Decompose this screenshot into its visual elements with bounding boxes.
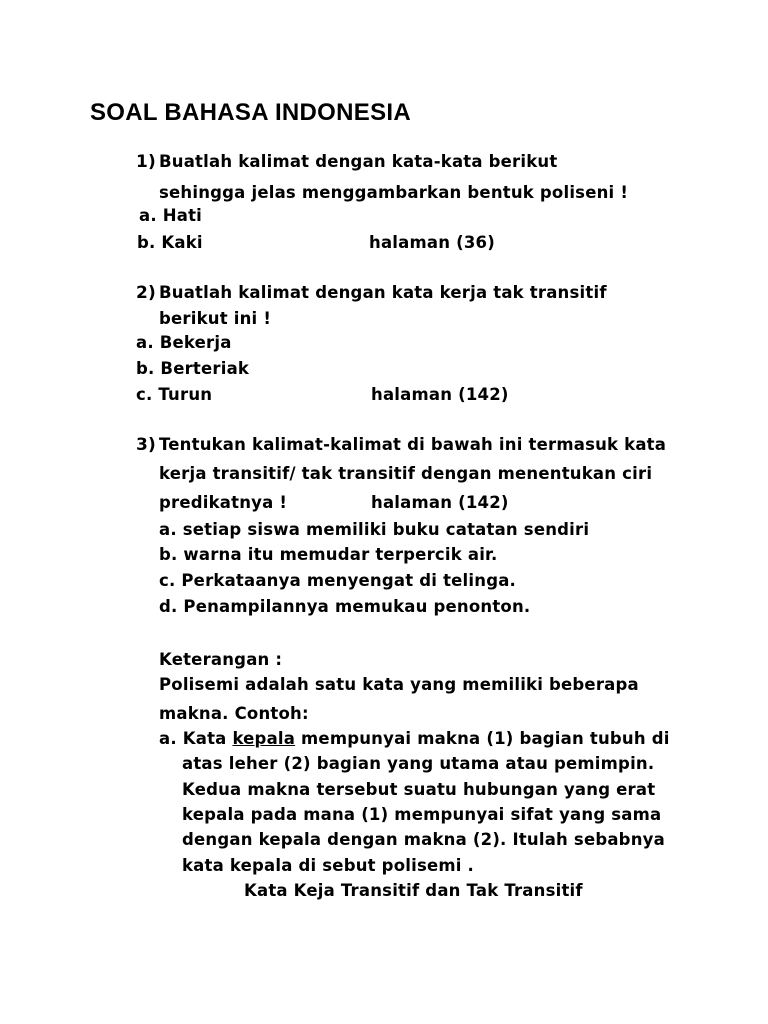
example-a-underlined-word: kepala [232, 729, 296, 748]
question-3-option-d: d. Penampilannya memukau penonton. [159, 597, 531, 616]
question-1-line-1: Buatlah kalimat dengan kata-kata berikut [159, 152, 558, 171]
keterangan-heading: Keterangan : [159, 650, 283, 669]
question-3-option-c: c. Perkataanya menyengat di telinga. [159, 571, 517, 590]
question-3-line-1: Tentukan kalimat-kalimat di bawah ini termasuk kata [159, 435, 667, 454]
question-2-option-b: b. Berteriak [136, 359, 250, 378]
question-2-line-2: berikut ini ! [159, 309, 272, 328]
question-2-line-1: Buatlah kalimat dengan kata kerja tak transitif [159, 283, 607, 302]
question-3-option-b: b. warna itu memudar terpercik air. [159, 545, 498, 564]
question-1-line-2: sehingga jelas menggambarkan bentuk poliseni ! [159, 183, 629, 202]
keterangan-line-7: dengan kepala dengan makna (2). Itulah sebabnya [182, 830, 665, 849]
keterangan-line-4: atas leher (2) bagian yang utama atau pemimpin. [182, 754, 655, 773]
keterangan-line-1: Polisemi adalah satu kata yang memiliki beberapa [159, 675, 639, 694]
keterangan-line-5: Kedua makna tersebut suatu hubungan yang erat [182, 780, 656, 799]
question-1-page-ref: halaman (36) [369, 233, 495, 252]
question-3-option-a: a. setiap siswa memiliki buku catatan sendiri [159, 520, 590, 539]
keterangan-example-a [159, 729, 670, 749]
question-3-number: 3) [136, 435, 156, 455]
keterangan-line-2: makna. Contoh: [159, 704, 309, 723]
question-1-option-a: a. Hati [139, 206, 203, 225]
question-3-page-ref: halaman (142) [371, 493, 509, 512]
question-2-page-ref: halaman (142) [371, 385, 509, 404]
question-1-option-b: b. Kaki [137, 233, 203, 252]
question-2-number: 2) [136, 283, 156, 303]
keterangan-line-6: kepala pada mana (1) mempunyai sifat yang sama [182, 805, 662, 824]
question-2-option-a: a. Bekerja [136, 333, 232, 352]
question-3-line-3: predikatnya ! [159, 493, 288, 512]
question-2-option-c: c. Turun [136, 385, 213, 404]
keterangan-line-8: kata kepala di sebut polisemi . [182, 856, 475, 875]
question-1-number: 1) [136, 152, 156, 172]
question-3-line-2: kerja transitif/ tak transitif dengan menentukan ciri [159, 464, 653, 483]
example-a-prefix: a. Kata [159, 729, 233, 748]
keterangan-footer: Kata Keja Transitif dan Tak Transitif [244, 881, 583, 900]
example-a-suffix: mempunyai makna (1) bagian tubuh di [295, 729, 670, 748]
document-title: SOAL BAHASA INDONESIA [90, 99, 411, 126]
